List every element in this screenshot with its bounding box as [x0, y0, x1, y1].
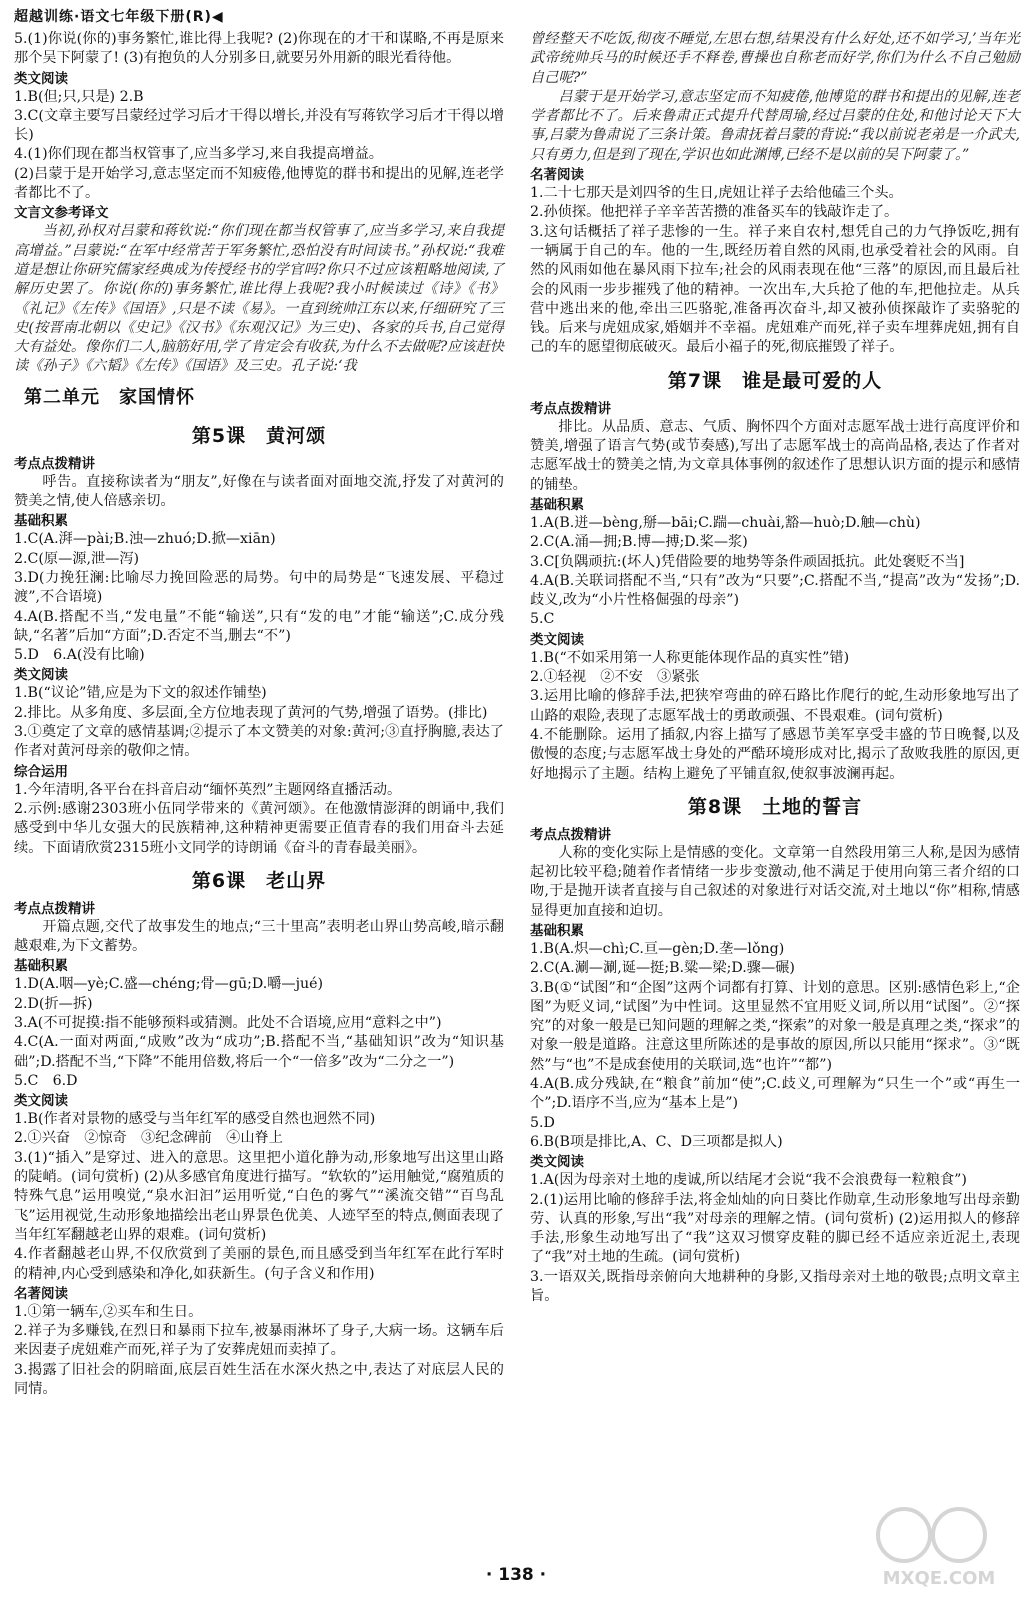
answer-line: 1.B(“不如采用第一人称更能体现作品的真实性”错)	[530, 649, 850, 666]
answer-line: 1.B(“议论”错,应是为下文的叙述作铺垫)	[14, 685, 267, 702]
answer-line: 4.不能删除。运用了插叙,内容上描写了感恩节美军享受丰盛的节日晚餐,以及傲慢的态度;与志愿军战士身处的严酷环境形成对比,揭示了敌败我胜的原因,更好地揭示了主题。结构上避免了平铺直叙,使叙事波澜再起。	[530, 726, 1020, 782]
translation-continued: 曾经整天不吃饭,彻夜不睡觉,左思右想,结果没有什么好处,还不如学习,’当年光武帝统帅兵马的时候还手不释卷,曹操也自称老而好学,你们为什么不自己勉励自己呢?”	[530, 31, 1020, 86]
answer-line: 5.C 6.D	[14, 1072, 78, 1089]
answer-line: 2.排比。从多角度、多层面,全方位地表现了黄河的气势,增强了语势。(排比)	[14, 704, 488, 721]
answer-line: 2.(1)运用比喻的修辞手法,将金灿灿的向日葵比作勋章,生动形象地写出母亲勤劳、认真的形象,写出“我”对母亲的理解之情。(词句赏析) (2)运用拟人的修辞手法,形象生动地写出了“我”这双习惯穿皮鞋的脚已经不适应亲近泥土,表现了“我”对土地的生疏。(词句赏析)	[530, 1191, 1020, 1266]
section-heading: 基础积累	[530, 496, 584, 513]
answer-line: 2.①轻视 ②不安 ③紧张	[530, 669, 700, 686]
answer-line: 1.二十七那天是刘四爷的生日,虎妞让祥子去给他磕三个头。	[530, 185, 903, 202]
page-header: 超越训练·语文七年级下册(R)◀	[14, 9, 224, 25]
right-column	[530, 30, 1020, 1306]
answer-line: 1.B(A.炽—chì;C.亘—gèn;D.垄—lǒng)	[530, 940, 785, 957]
translation-continued-2: 吕蒙于是开始学习,意志坚定而不知疲倦,他博览的群书和提出的见解,连老学者都比不了。后来鲁肃正式提升代替周瑜,经过吕蒙的住处,和他讨论天下大事,吕蒙为鲁肃说了三条计策。鲁肃抚着吕蒙的背说:“我以前说老弟是一介武夫,只有勇力,但是到了现在,学识也如此渊博,已经不是以前的吴下阿蒙了。”	[530, 88, 1020, 163]
left-reading-answers	[14, 88, 504, 204]
answer-line: 人称的变化实际上是情感的变化。文章第一自然段用第三人称,是因为感情起初比较平稳;随着作者情绪一步步变激动,他不满足于使用向第三者介绍的口吻,于是抛开读者直接与自己叙述的对象进行对话交流,对土地以“你”相称,情感显得更加直接和迫切。	[530, 844, 1020, 919]
answer-line: 1.C(A.湃—pài;B.浊—zhuó;D.掀—xiān)	[14, 531, 276, 548]
section-heading: 名著阅读	[530, 167, 584, 184]
answer-line: 5.(1)你说(你的)事务繁忙,谁比得上我呢? (2)你现在的才干和谋略,不再是原来那个吴下阿蒙了! (3)有抱负的人分别多日,就要另外用新的眼光看待他。	[14, 31, 504, 67]
answer-line: 2.C(A.涌—拥;B.博—搏;D.桨—浆)	[530, 534, 748, 551]
answer-line: 5.D	[530, 1114, 555, 1131]
section-heading: 考点点拨精讲	[530, 400, 611, 417]
answer-line: 3.一语双关,既指母亲俯向大地耕种的身影,又指母亲对土地的敬畏;点明文章主旨。	[530, 1268, 1020, 1305]
answer-line: 2.D(折—拆)	[14, 995, 93, 1012]
answer-line: 3.这句话概括了祥子悲惨的一生。祥子来自农村,想凭自己的力气挣饭吃,拥有一辆属于自己的车。他的一生,既经历着自然的风雨,也承受着社会的风雨。自然的风雨如他在暴风雨下拉车;社会的风雨表现在他“三落”的原因,而且最后社会的风雨一步步摧残了他的精神。一次出车,大兵抢了他的车,把他拉走。从兵营中逃出来的他,牵出三匹骆驼,准备再次奋斗,却又被孙侦探敲诈了卖骆驼的钱。后来与虎妞成家,婚姻并不幸福。虎妞难产而死,祥子卖车埋葬虎妞,拥有自己的车的愿望彻底破灭。最后小福子的死,彻底摧毁了祥子。	[530, 223, 1020, 356]
answer-line: 1.A(B.迸—bèng,掰—bāi;C.踹—chuài,豁—huò;D.触—chù)	[530, 514, 921, 531]
left-top-answers	[14, 30, 504, 69]
answer-line: 1.①第一辆车,②买车和生日。	[14, 1303, 203, 1320]
translation-text: 当初,孙权对吕蒙和蒋钦说:“你们现在都当权管事了,应当多学习,来自我提高增益。”吕蒙说:“在军中经常苦于军务繁忙,恐怕没有时间读书。”孙权说:“我难道是想让你研究儒家经典成为传授经书的学官吗?你只不过应该粗略地阅读,了解历史罢了。你说(你的)事务繁忙,谁比得上我呢?我小时候读过《诗》《书》《礼记》《左传》《国语》,只是不读《易》。一直到统帅江东以来,仔细研究了三史(按晋南北朝以《史记》《汉书》《东观汉记》为三史)、各家的兵书,自己觉得大有益处。像你们二人,脑筋好用,学了肯定会有收获,为什么不去做呢?应该赶快读《孙子》《六韬》《左传》《国语》及三史。孔子说:‘我	[14, 223, 504, 375]
section-heading: 类文阅读	[530, 631, 584, 648]
answer-line: 1.B(但;只,只是) 2.B	[14, 88, 144, 105]
answer-line: 4.C(A.一面对两面,“成败”改为“成功”;B.搭配不当,“基础知识”改为“知识基础”;D.搭配不当,“下降”不能用倍数,将后一个“一倍多”改为“二分之一”)	[14, 1034, 504, 1070]
section-heading: 考点点拨精讲	[14, 900, 95, 917]
lesson-8-answers	[530, 826, 1020, 1307]
left-column	[14, 30, 504, 1399]
answer-line: 6.B(B项是排比,A、C、D三项都是拟人)	[530, 1133, 783, 1150]
lesson-5-answers	[14, 455, 504, 858]
answer-line: 1.D(A.咽—yè;C.盛—chéng;骨—gū;D.嚼—jué)	[14, 976, 324, 993]
answer-line: 3.运用比喻的修辞手法,把狭窄弯曲的碎石路比作爬行的蛇,生动形象地写出了山路的艰险,表现了志愿军战士的勇敢顽强、不畏艰难。(词句赏析)	[530, 688, 1020, 724]
section-heading: 基础积累	[530, 922, 584, 939]
answer-line: 3.C(文章主要写吕蒙经过学习后才干得以增长,并没有写蒋钦学习后才干得以增长)	[14, 107, 504, 144]
section-heading: 类文阅读	[14, 70, 68, 87]
answer-line: 开篇点题,交代了故事发生的地点;“三十里高”表明老山界山势高峻,暗示翻越艰难,为下文蓄势。	[14, 918, 504, 955]
lesson-title-5: 第5课 黄河颂	[191, 424, 327, 447]
svg-text:MXQE.COM: MXQE.COM	[882, 1568, 996, 1589]
answer-line: 3.(1)“插入”是穿过、进入的意思。这里把小道化静为动,形象地写出这里山路的陡峭。(词句赏析) (2)从多感官角度进行描写。“软软的”运用触觉,“腐殖质的特殊气息”运用嗅觉,“泉水汩汩”运用听觉,“白色的雾气”“溪流交错”“百鸟乱飞”运用视觉,生动形象地描绘出老山界景色优美、人迹罕至的特点,侧面表现了当年红军翻越老山界的艰难。(词句赏析)	[14, 1149, 504, 1243]
section-heading: 考点点拨精讲	[14, 455, 95, 472]
lesson-title-6: 第6课 老山界	[191, 869, 327, 892]
page-number: · 138 ·	[485, 1565, 547, 1585]
answer-line: 4.A(B.成分残缺,在“粮食”前加“使”;C.歧义,可理解为“只生一个”或“再生一个”;D.语序不当,应为“基本上是”)	[530, 1076, 1020, 1112]
answer-line: 3.①奠定了文章的感情基调;②提示了本文赞美的对象:黄河;③直抒胸臆,表达了作者对黄河母亲的敬仰之情。	[14, 724, 504, 760]
section-heading: 文言文参考译文	[14, 205, 109, 222]
answer-line: 4.A(B.搭配不当,“发电量”不能“输送”,只有“发的电”才能“输送”;C.成分残缺,“名著”后加“方面”;D.否定不当,删去“不”)	[14, 608, 504, 644]
answer-line: 2.示例:感谢2303班小伍同学带来的《黄河颂》。在他激情澎湃的朗诵中,我们感受到中华儿女强大的民族精神,这种精神更需要正值青春的我们用奋斗去延续。下面请欣赏2315班小文同学的诗朗诵《奋斗的青春最美丽》。	[14, 800, 504, 856]
answer-line: 1.A(因为母亲对土地的虔诚,所以结尾才会说“我不会浪费每一粒粮食”)	[530, 1172, 967, 1189]
answer-line: 3.D(力挽狂澜:比喻尽力挽回险恶的局势。句中的局势是“飞速发展、平稳过渡”,不合语境)	[14, 569, 504, 606]
lesson-title-7: 第7课 谁是最可爱的人	[667, 369, 883, 392]
section-heading: 类文阅读	[14, 1093, 68, 1110]
answer-line: 4.(1)你们现在都当权管事了,应当多学习,来自我提高增益。	[14, 146, 383, 163]
section-heading: 名著阅读	[14, 1285, 68, 1302]
answer-line: 2.孙侦探。他把祥子辛辛苦苦攒的准备买车的钱敲诈走了。	[530, 204, 899, 221]
answer-line: (2)吕蒙于是开始学习,意志坚定而不知疲倦,他博览的群书和提出的见解,连老学者都比不了。	[14, 165, 504, 202]
section-heading: 类文阅读	[530, 1154, 584, 1171]
answer-line: 1.今年清明,各平台在抖音启动“缅怀英烈”主题网络直播活动。	[14, 781, 402, 798]
classic-reading-answers	[530, 184, 1020, 358]
lesson-7-answers	[530, 400, 1020, 784]
answer-line: 2.祥子为多赚钱,在烈日和暴雨下拉车,被暴雨淋坏了身子,大病一场。这辆车后来因妻子虎妞难产而死,祥子为了安葬虎妞而卖掉了。	[14, 1323, 504, 1359]
section-heading: 考点点拨精讲	[530, 826, 611, 843]
unit-title: 第二单元 家国情怀	[24, 386, 195, 408]
answer-line: 排比。从品质、意志、气质、胸怀四个方面对志愿军战士进行高度评价和赞美,增强了语言气势(或节奏感),写出了志愿军战士的高尚品格,表达了作者对志愿军战士的赞美之情,为文章具体事例的叙述作了思想认识方面的提示和感情的铺垫。	[530, 418, 1020, 493]
answer-line: 2.C(原—源,泄—泻)	[14, 550, 140, 567]
section-heading: 类文阅读	[14, 667, 68, 684]
answer-line: 4.A(B.关联词搭配不当,“只有”改为“只要”;C.搭配不当,“提高”改为“发扬”;D.歧义,改为“小片性格倔强的母亲”)	[530, 572, 1020, 609]
section-heading: 综合运用	[14, 763, 68, 780]
answer-line: 呼告。直接称读者为“朋友”,好像在与读者面对面地交流,抒发了对黄河的赞美之情,使人倍感亲切。	[14, 473, 504, 510]
answer-line: 4.作者翻越老山界,不仅欣赏到了美丽的景色,而且感受到当年红军在此行军时的精神,内心受到感染和净化,如获新生。(句子含义和作用)	[14, 1246, 504, 1282]
answer-line: 3.B(①“试图”和“企图”这两个词都有打算、计划的意思。区别:感情色彩上,“企图”为贬义词,“试图”为中性词。这里显然不宜用贬义词,所以用“试图”。②“探究”的对象一般是已知问题的理解之类,“探索”的对象一般是真理之类,“探求”的对象一般是道路。注意这里所陈述的是事故的原因,所以只能用“探求”。③“既然”与“也”不是成套使用的关联词,选“也许”“都”)	[530, 979, 1020, 1073]
answer-line: 3.A(不可捉摸:指不能够预料或猜测。此处不合语境,应用“意料之中”)	[14, 1014, 442, 1031]
answer-line: 2.C(A.涮—涮,诞—挺;B.粱—梁;D.骤—碾)	[530, 960, 795, 977]
section-heading: 基础积累	[14, 958, 68, 975]
answer-line: 3.C[负隅顽抗:(坏人)凭借险要的地势等条件顽固抵抗。此处褒贬不当]	[530, 553, 965, 570]
answer-line: 5.C	[530, 611, 555, 628]
section-heading: 基础积累	[14, 513, 68, 530]
answer-line: 5.D 6.A(没有比喻)	[14, 647, 145, 664]
answer-line: 3.揭露了旧社会的阴暗面,底层百姓生活在水深火热之中,表达了对底层人民的同情。	[14, 1361, 504, 1398]
lesson-title-8: 第8课 土地的誓言	[687, 795, 863, 818]
answer-line: 1.B(作者对景物的感受与当年红军的感受自然也迥然不同)	[14, 1111, 376, 1128]
answer-line: 2.①兴奋 ②惊奇 ③纪念碑前 ④山脊上	[14, 1130, 283, 1147]
lesson-6-answers	[14, 900, 504, 1400]
